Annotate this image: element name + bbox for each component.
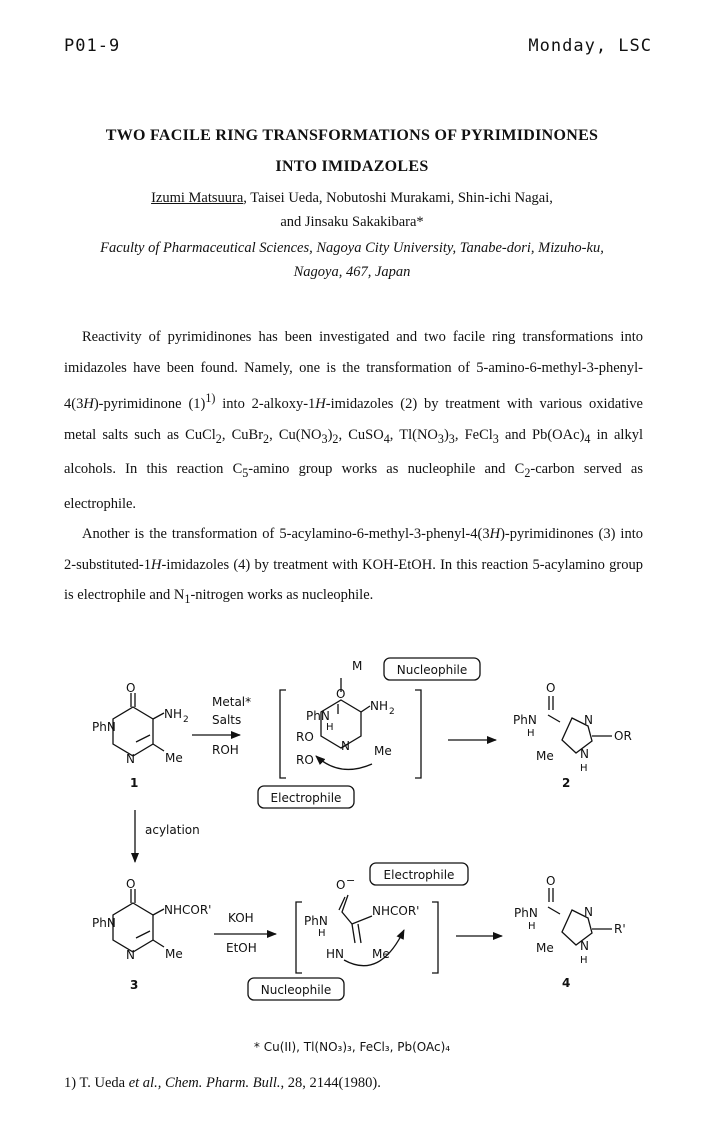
reagent-metal: Metal*	[212, 695, 252, 709]
c4-phn: PhN	[514, 906, 538, 920]
i1-h: H	[326, 722, 334, 733]
electrophile-label-2: Electrophile	[383, 868, 455, 882]
i2-charge: −	[346, 874, 356, 887]
compound-1-label: 1	[130, 776, 139, 790]
reagent-etoh: EtOH	[226, 941, 257, 955]
c2-or: OR	[614, 729, 632, 743]
c1-oxygen: O	[126, 681, 136, 695]
i2-nhcor: NHCOR'	[372, 904, 420, 918]
electrophile-label-1: Electrophile	[270, 791, 342, 805]
affiliation-line1: Faculty of Pharmaceutical Sciences, Nagoya City University, Tanabe-dori, Mizuho-ku,	[100, 240, 604, 256]
compound-1-structure	[113, 693, 164, 756]
c3-oxygen: O	[126, 877, 136, 891]
i2-hn: HN	[326, 947, 344, 961]
abstract	[64, 322, 643, 615]
authors-line1	[0, 190, 704, 207]
c2-h: H	[527, 728, 535, 739]
reagent-koh: KOH	[228, 911, 254, 925]
compound-3-label: 3	[130, 978, 139, 992]
c1-me: Me	[165, 751, 183, 765]
i1-metal: M	[352, 659, 363, 673]
c2-phn: PhN	[513, 713, 537, 727]
c4-h: H	[528, 921, 536, 932]
i1-nh2: NH	[370, 699, 388, 713]
i2-oxygen: O	[336, 878, 346, 892]
i1-ro-2: RO	[296, 753, 314, 767]
i1-phn: PhN	[306, 709, 330, 723]
bracket-right-2	[432, 902, 438, 973]
c3-n: N	[126, 948, 135, 962]
c4-me: Me	[536, 941, 554, 955]
paper-title-line1: TWO FACILE RING TRANSFORMATIONS OF PYRIMIDINONES	[105, 127, 599, 144]
c2-oxygen: O	[546, 681, 556, 695]
c2-h2: H	[580, 763, 588, 774]
compound-2-structure	[548, 696, 612, 753]
svg-text:2: 2	[389, 707, 395, 717]
c1-phn: PhN	[92, 720, 116, 734]
nucleophile-label-2: Nucleophile	[260, 983, 332, 997]
header-session: Monday, LSC	[528, 36, 652, 56]
nucleophile-label-1: Nucleophile	[396, 663, 468, 677]
reagent-salts: Salts	[212, 713, 242, 727]
c4-oxygen: O	[546, 874, 556, 888]
c3-phn: PhN	[92, 916, 116, 930]
reaction-scheme	[0, 640, 704, 1060]
paper-title-line2: INTO IMIDAZOLES	[275, 158, 429, 175]
reagent-roh: ROH	[212, 743, 239, 757]
bracket-left-2	[296, 902, 302, 973]
c2-me: Me	[536, 749, 554, 763]
i1-ro-1: RO	[296, 730, 314, 744]
compound-2-label: 2	[562, 776, 571, 790]
co-authors: , Taisei Ueda, Nobutoshi Murakami, Shin-ichi Nagai,	[243, 190, 553, 206]
bracket-left-1	[280, 690, 286, 778]
i1-n: N	[341, 739, 350, 753]
compound-4-structure	[548, 888, 612, 945]
c1-nh2: NH	[164, 707, 182, 721]
compound-3-structure	[113, 889, 164, 952]
c4-r: R'	[614, 922, 626, 936]
presenting-author: Izumi Matsuura	[151, 190, 244, 206]
i2-phn: PhN	[304, 914, 328, 928]
abstract-paragraph-1: Reactivity of pyrimidinones has been investigated and two facile ring transformations into imidazoles have been found. Namely, one is the transformation of 5-amino-6-methyl-3-phenyl-4(3H)-pyrimidinone $(1)^{1)}$ into 2-alkoxy-1H-imidazoles (2) by treatment with various oxidative metal salts such as CuCl$_2$, CuBr$_2$, $Cu(NO_3)_2$, CuSO$_4$, $Tl(NO_3)_3$, FeCl$_3$ and $Pb(OAc)_4$ in alkyl alcohols. In this reaction $C_5$-amino group works as nucleophile and $C_2$-carbon served as electrophile.	[64, 329, 644, 512]
i2-me: Me	[372, 947, 390, 961]
header-code: P01-9	[64, 36, 121, 56]
c4-n2: N	[580, 939, 589, 953]
c2-n1: N	[584, 713, 593, 727]
abstract-paragraph-2: Another is the transformation of 5-acylamino-6-methyl-3-phenyl-4(3H)-pyrimidinones (3) into 2-substituted-1H-imidazoles (4) by treatment with KOH-EtOH. In this reaction 5-acylamino group is electrophile and $N_1$-nitrogen works as nucleophile.	[64, 526, 643, 607]
bracket-right-1	[415, 690, 421, 778]
c4-h2: H	[580, 955, 588, 966]
affiliation-line2: Nagoya, 467, Japan	[293, 264, 411, 280]
i1-me: Me	[374, 744, 392, 758]
c3-me: Me	[165, 947, 183, 961]
c2-n2: N	[580, 747, 589, 761]
acylation-label: acylation	[145, 823, 200, 837]
i1-oxygen: O	[336, 687, 346, 701]
c1-n: N	[126, 752, 135, 766]
i2-h: H	[318, 928, 326, 939]
svg-text:2: 2	[183, 715, 189, 725]
authors-line2: and Jinsaku Sakakibara*	[280, 214, 424, 230]
compound-4-label: 4	[562, 976, 571, 990]
reference-1: 1) T. Ueda et al., Chem. Pharm. Bull., 28, 2144(1980).	[64, 1075, 381, 1091]
c4-n1: N	[584, 905, 593, 919]
c3-nhcor: NHCOR'	[164, 903, 212, 917]
metal-salts-footnote: * Cu(II), Tl(NO₃)₃, FeCl₃, Pb(OAc)₄	[253, 1040, 451, 1054]
